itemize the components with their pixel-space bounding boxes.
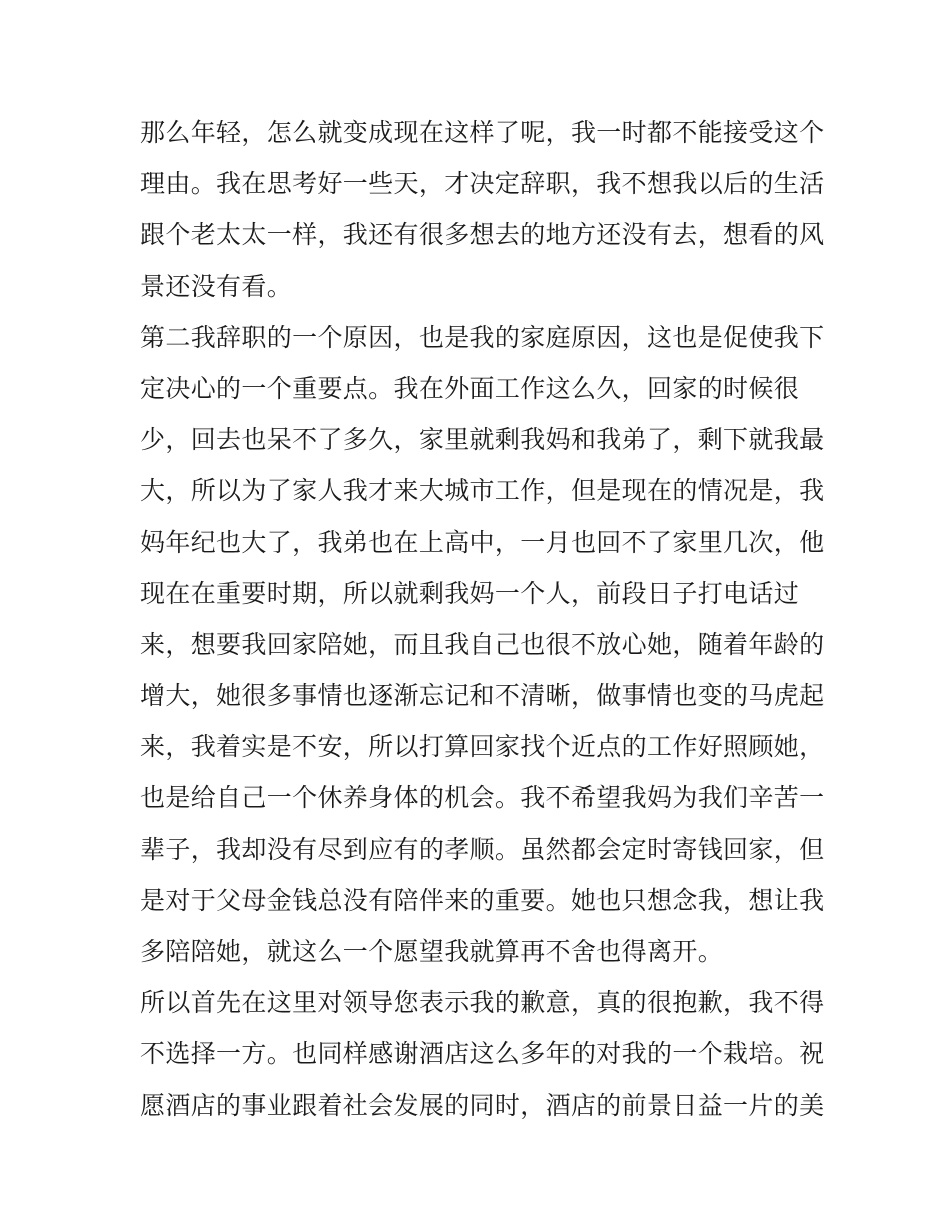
document-body-text — [140, 107, 825, 1131]
text-line-4: 景还没有看。 — [140, 271, 293, 301]
text-line-7: 少，回去也呆不了多久，家里就剩我妈和我弟了，剩下就我最 — [140, 425, 825, 455]
text-line-20: 愿酒店的事业跟着社会发展的同时，酒店的前景日益一片的美 — [140, 1090, 825, 1120]
text-line-14: 也是给自己一个休养身体的机会。我不希望我妈为我们辛苦一 — [140, 783, 825, 813]
text-line-3: 跟个老太太一样，我还有很多想去的地方还没有去，想看的风 — [140, 220, 825, 250]
text-line-8: 大，所以为了家人我才来大城市工作，但是现在的情况是，我 — [140, 476, 825, 506]
text-line-6: 定决心的一个重要点。我在外面工作这么久，回家的时候很 — [140, 373, 800, 403]
text-line-11: 来，想要我回家陪她，而且我自己也很不放心她，随着年龄的 — [140, 629, 825, 659]
text-line-1: 那么年轻，怎么就变成现在这样了呢，我一时都不能接受这个 — [140, 118, 825, 147]
text-line-18: 所以首先在这里对领导您表示我的歉意，真的很抱歉，我不得 — [140, 988, 825, 1018]
text-line-12: 增大，她很多事情也逐渐忘记和不清晰，做事情也变的马虎起 — [140, 681, 825, 711]
text-line-5: 第二我辞职的一个原因，也是我的家庭原因，这也是促使我下 — [140, 322, 825, 352]
text-line-19: 不选择一方。也同样感谢酒店这么多年的对我的一个栽培。祝 — [140, 1039, 825, 1069]
text-line-2: 理由。我在思考好一些天，才决定辞职，我不想我以后的生活 — [140, 169, 825, 199]
text-line-16: 是对于父母金钱总没有陪伴来的重要。她也只想念我，想让我 — [140, 885, 825, 915]
text-line-15: 辈子，我却没有尽到应有的孝顺。虽然都会定时寄钱回家，但 — [140, 834, 825, 864]
text-line-17: 多陪陪她，就这么一个愿望我就算再不舍也得离开。 — [140, 937, 724, 966]
text-line-10: 现在在重要时期，所以就剩我妈一个人，前段日子打电话过 — [140, 578, 800, 608]
text-line-13: 来，我着实是不安，所以打算回家找个近点的工作好照顾她， — [140, 732, 825, 762]
text-line-9: 妈年纪也大了，我弟也在上高中，一月也回不了家里几次，他 — [140, 527, 825, 557]
